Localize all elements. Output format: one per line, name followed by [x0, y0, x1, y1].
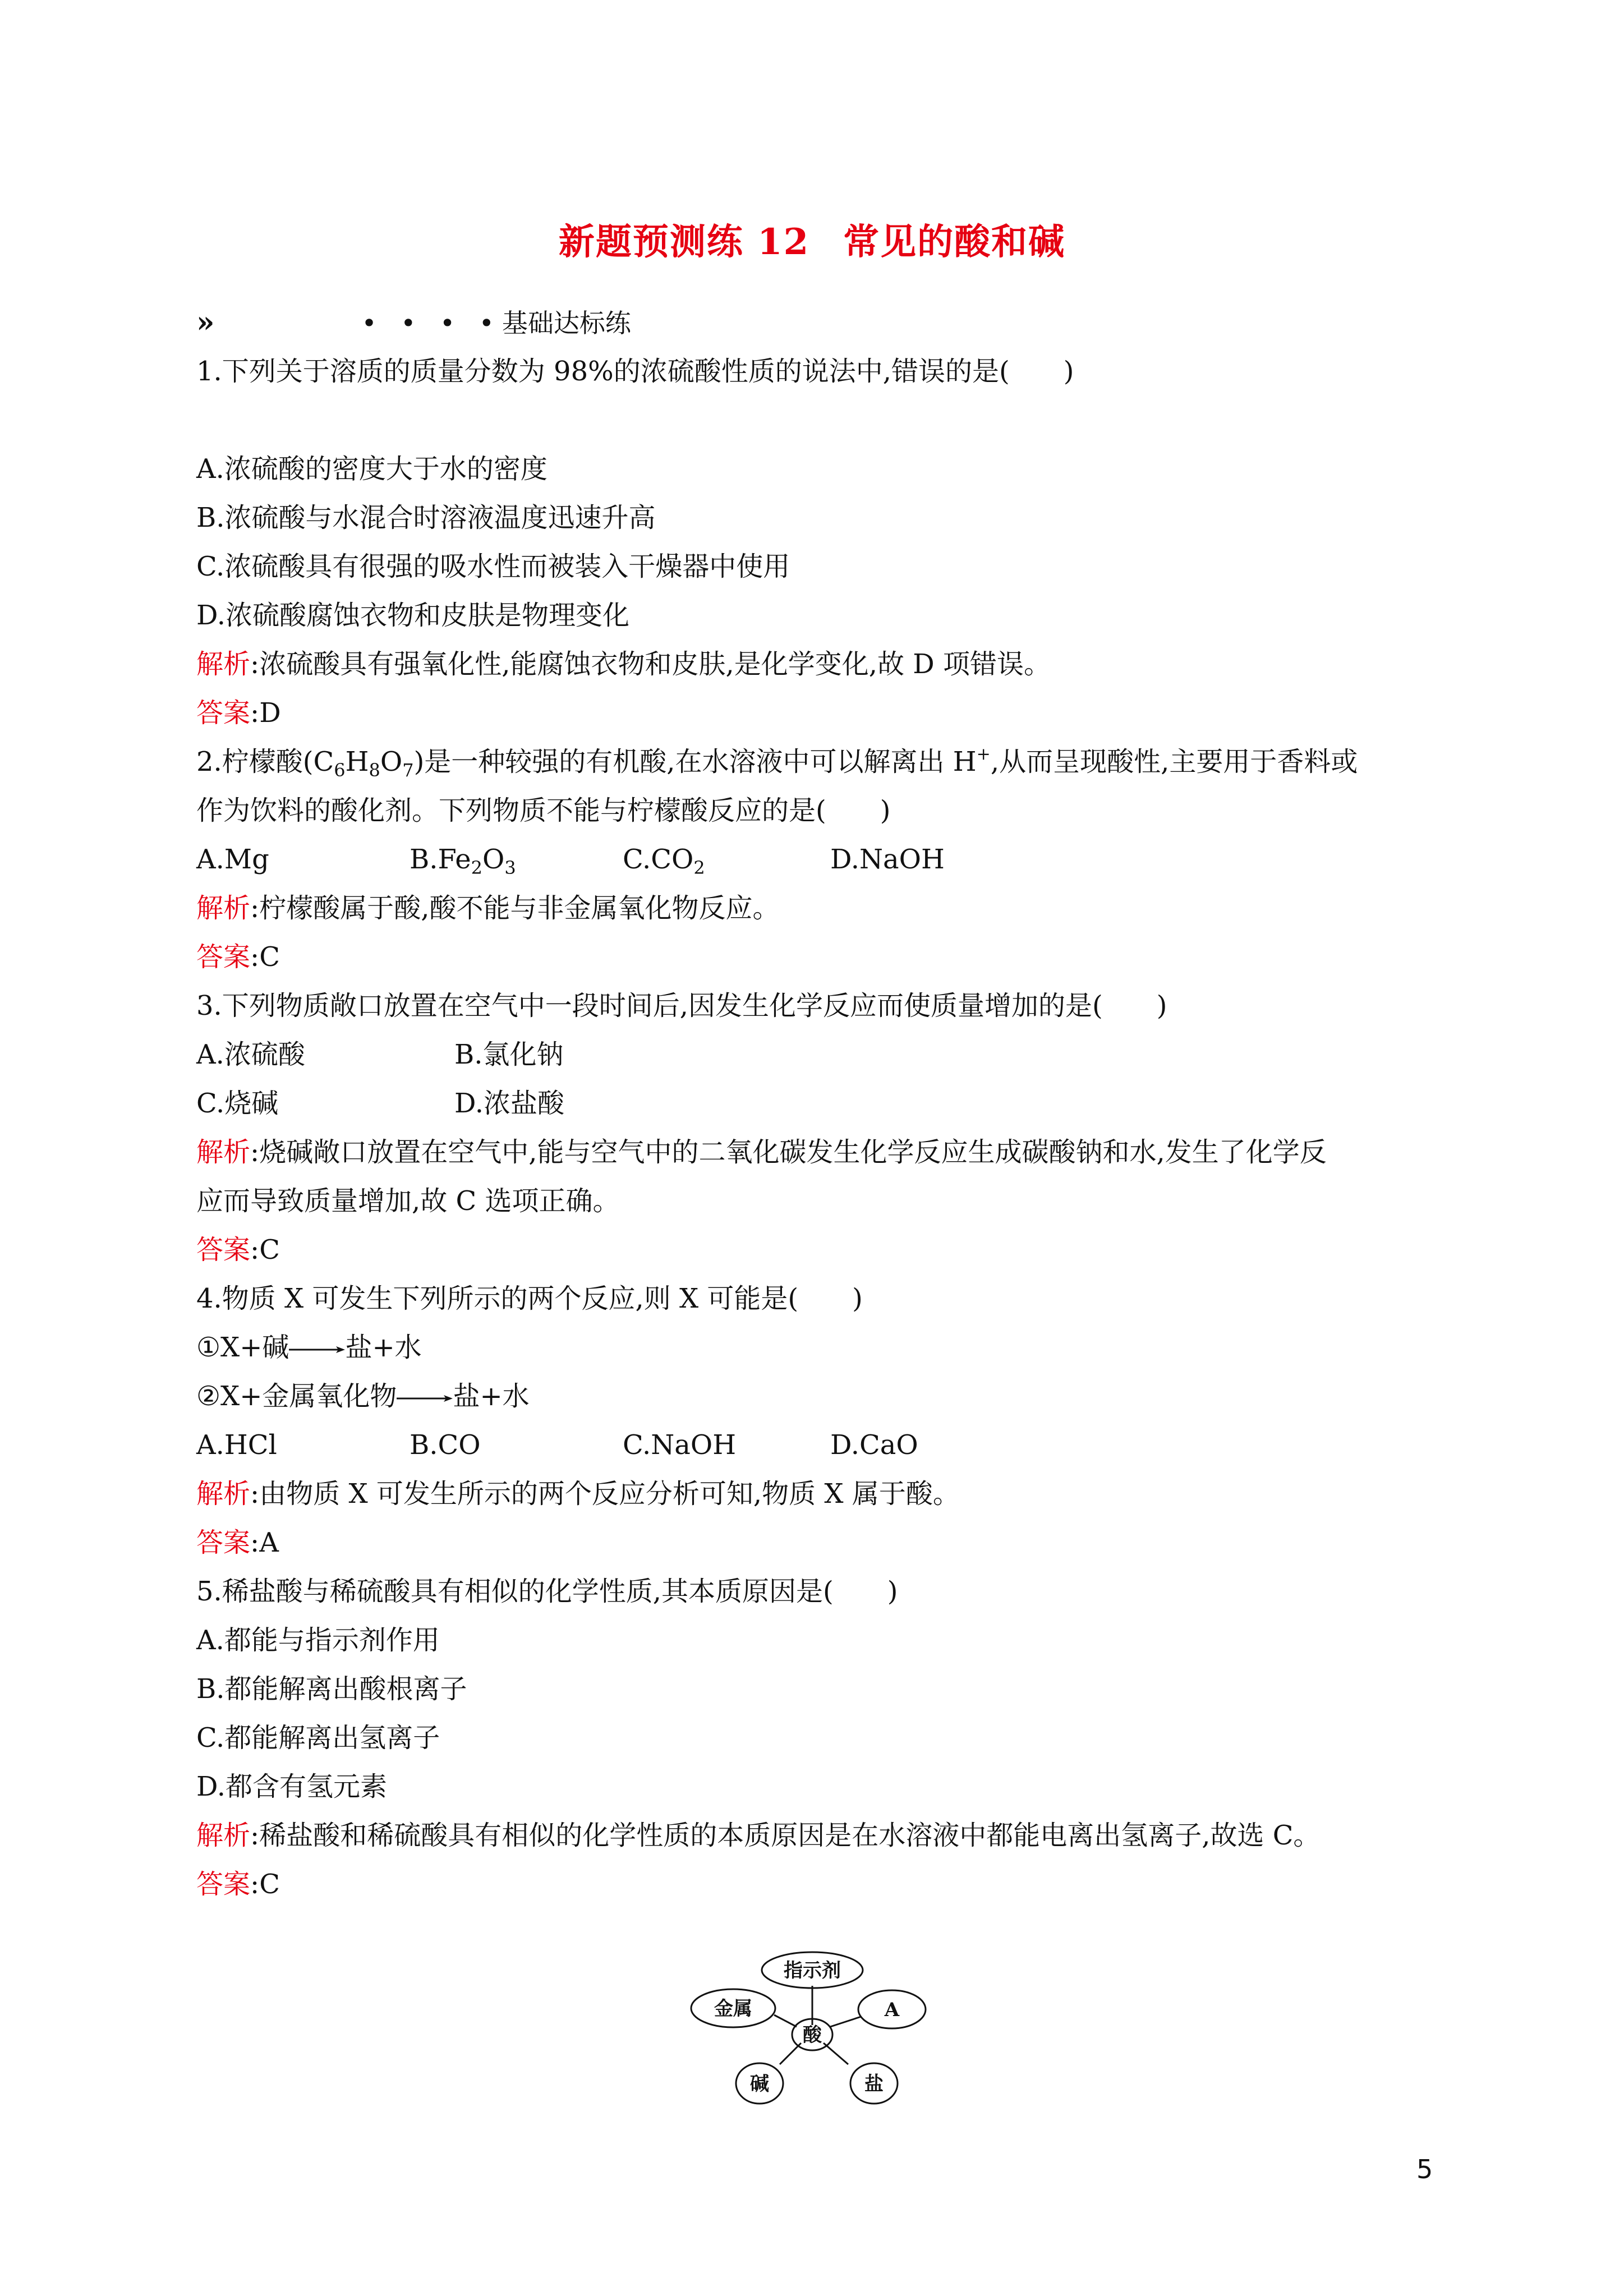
q4-reaction-1 — [196, 1331, 422, 1364]
node-center: 酸 — [803, 2024, 822, 2046]
q4-stem: 4.物质 X 可发生下列所示的两个反应,则 X 可能是( ) — [196, 1283, 863, 1314]
q2-stem-part: H — [345, 746, 369, 777]
q4-option-b: B.CO — [410, 1429, 481, 1461]
q3-stem: 3.下列物质敞口放置在空气中一段时间后,因发生化学反应而使质量增加的是( ) — [196, 990, 1167, 1022]
double-chevron-icon: » — [196, 305, 210, 339]
analysis-text: :由物质 X 可发生所示的两个反应分析可知,物质 X 属于酸。 — [250, 1478, 960, 1510]
page-number: 5 — [1416, 2154, 1433, 2184]
q2-option-d: D.NaOH — [830, 844, 945, 875]
q5-option-d: D.都含有氢元素 — [196, 1771, 388, 1802]
reaction-left: ②X+金属氧化物 — [196, 1381, 397, 1412]
analysis-label: 解析 — [196, 892, 251, 924]
q3-answer — [196, 1233, 280, 1267]
q3-option-a: A.浓硫酸 — [196, 1039, 305, 1070]
reaction-right: 盐+水 — [453, 1381, 530, 1412]
answer-label: 答案 — [196, 941, 251, 973]
q2-option-c: $C.CO_2$ — [623, 844, 705, 878]
reaction-right: 盐+水 — [345, 1332, 422, 1363]
q3-analysis-line2: 应而导致质量增加,故 C 选项正确。 — [196, 1185, 620, 1217]
analysis-text: :烧碱敞口放置在空气中,能与空气中的二氧化碳发生化学反应生成碳酸钠和水,发生了化学反 — [250, 1137, 1327, 1168]
answer-label: 答案 — [196, 1234, 251, 1266]
q1-answer — [196, 696, 281, 730]
superscript: + — [976, 744, 991, 764]
q2-stem-line2: 作为饮料的酸化剂。下列物质不能与柠檬酸反应的是( ) — [196, 795, 891, 826]
node-bottom-left: 碱 — [750, 2073, 769, 2095]
analysis-label: 解析 — [196, 648, 251, 680]
q5-option-c: C.都能解离出氢离子 — [196, 1722, 440, 1754]
section-label: 基础达标练 — [502, 308, 631, 338]
q2-stem-part: O — [380, 746, 403, 777]
subscript: 8 — [369, 760, 380, 781]
q2-options — [196, 843, 945, 876]
analysis-label: 解析 — [196, 1478, 251, 1510]
node-left: 金属 — [714, 1998, 752, 2020]
answer-label: 答案 — [196, 1527, 251, 1558]
answer-text: :C — [250, 1234, 280, 1266]
q1-stem: 1.下列关于溶质的质量分数为 98%的浓硫酸性质的说法中,错误的是( ) — [196, 356, 1074, 387]
q3-analysis — [196, 1135, 1327, 1169]
q5-option-a: A.都能与指示剂作用 — [196, 1625, 440, 1656]
q3-options-row1 — [196, 1038, 564, 1071]
q2-option-a: A.Mg — [196, 844, 269, 875]
title-main: 新题预测练 12 — [558, 221, 810, 263]
q5-answer — [196, 1867, 280, 1901]
q5-stem: 5.稀盐酸与稀硫酸具有相似的化学性质,其本质原因是( ) — [196, 1576, 898, 1607]
q5-analysis — [196, 1819, 1320, 1852]
q4-reaction-2 — [196, 1379, 530, 1413]
q4-option-c: C.NaOH — [623, 1429, 737, 1461]
q1-analysis — [196, 647, 1051, 681]
node-top: 指示剂 — [784, 1959, 841, 1982]
q4-answer — [196, 1526, 279, 1559]
q2-stem-part: )是一种较强的有机酸,在水溶液中可以解离出 H — [413, 746, 977, 777]
q1-option-a: A.浓硫酸的密度大于水的密度 — [196, 453, 548, 485]
answer-label: 答案 — [196, 697, 251, 729]
acid-properties-diagram — [690, 1947, 954, 2120]
q3-option-d: D.浓盐酸 — [454, 1088, 565, 1119]
q1-option-c: C.浓硫酸具有很强的吸水性而被装入干燥器中使用 — [196, 551, 790, 582]
q3-option-c: C.烧碱 — [196, 1088, 279, 1119]
q2-stem-part: 2.柠檬酸(C — [196, 746, 334, 777]
title-sub: 常见的酸和碱 — [843, 221, 1066, 263]
section-header — [196, 303, 631, 340]
analysis-text: :浓硫酸具有强氧化性,能腐蚀衣物和皮肤,是化学变化,故 D 项错误。 — [250, 648, 1051, 680]
node-bottom-right: 盐 — [864, 2073, 884, 2095]
q2-stem — [196, 745, 1358, 779]
q2-option-b: $B.Fe_2O_3$ — [410, 844, 516, 878]
q4-option-a: A.HCl — [196, 1429, 277, 1461]
q4-analysis — [196, 1477, 960, 1511]
q2-answer — [196, 940, 280, 974]
dots-decoration: • • • • — [361, 308, 502, 338]
answer-label: 答案 — [196, 1869, 251, 1900]
answer-text: :A — [250, 1527, 279, 1558]
analysis-label: 解析 — [196, 1137, 251, 1168]
subscript: 7 — [402, 760, 414, 781]
q2-analysis — [196, 891, 779, 925]
q3-option-b: B.氯化钠 — [454, 1039, 564, 1070]
arrow-icon — [397, 1393, 453, 1404]
q5-option-b: B.都能解离出酸根离子 — [196, 1673, 467, 1705]
page-title — [0, 213, 1624, 265]
answer-text: :C — [250, 941, 280, 973]
subscript: 6 — [334, 760, 346, 781]
answer-text: :C — [250, 1869, 280, 1900]
reaction-left: ①X+碱 — [196, 1332, 289, 1363]
q3-options-row2 — [196, 1087, 564, 1120]
arrow-icon — [289, 1344, 345, 1355]
analysis-text: :柠檬酸属于酸,酸不能与非金属氧化物反应。 — [250, 892, 780, 924]
q1-option-d: D.浓硫酸腐蚀衣物和皮肤是物理变化 — [196, 600, 630, 631]
analysis-label: 解析 — [196, 1820, 251, 1851]
analysis-text: :稀盐酸和稀硫酸具有相似的化学性质的本质原因是在水溶液中都能电离出氢离子,故选 C。 — [250, 1820, 1321, 1851]
q1-option-b: B.浓硫酸与水混合时溶液温度迅速升高 — [196, 502, 656, 533]
q4-option-d: D.CaO — [830, 1429, 918, 1461]
q2-stem-part: ,从而呈现酸性,主要用于香料或 — [990, 746, 1358, 777]
node-right: A — [884, 1999, 900, 2021]
q4-options — [196, 1428, 918, 1462]
answer-text: :D — [250, 697, 281, 729]
